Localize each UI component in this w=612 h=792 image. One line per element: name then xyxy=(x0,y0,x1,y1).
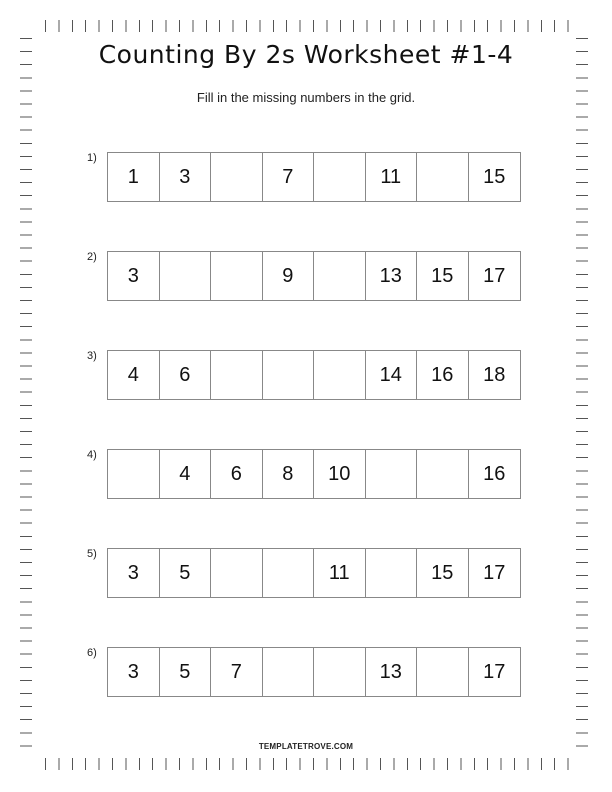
blank-cell[interactable] xyxy=(417,153,469,201)
number-grid xyxy=(107,152,521,202)
number-cell: 11 xyxy=(366,153,418,201)
number-cell: 15 xyxy=(417,549,469,597)
blank-cell[interactable] xyxy=(366,549,418,597)
problem-number: 2) xyxy=(87,251,97,263)
blank-cell[interactable] xyxy=(314,351,366,399)
number-cell: 11 xyxy=(314,549,366,597)
problem-number: 6) xyxy=(87,647,97,659)
number-cell: 17 xyxy=(483,660,506,683)
number-cell: 13 xyxy=(366,648,418,696)
number-cell: 14 xyxy=(366,351,418,399)
number-cell: 3 xyxy=(108,549,160,597)
number-cell: 5 xyxy=(160,549,212,597)
instructions-text: Fill in the missing numbers in the grid. xyxy=(196,90,416,105)
blank-cell[interactable] xyxy=(314,153,366,201)
worksheet-title: Counting By 2s Worksheet #1-4 xyxy=(98,40,514,69)
number-cell: 15 xyxy=(483,165,506,188)
number-cell: 5 xyxy=(160,648,212,696)
blank-cell[interactable] xyxy=(211,351,263,399)
number-cell: 6 xyxy=(211,450,263,498)
blank-cell[interactable] xyxy=(263,549,315,597)
top-tick-border xyxy=(45,20,575,32)
problem-row xyxy=(0,647,612,697)
number-cell: 17 xyxy=(483,264,506,287)
number-cell: 3 xyxy=(160,153,212,201)
blank-cell[interactable] xyxy=(211,252,263,300)
blank-cell[interactable] xyxy=(263,648,315,696)
problem-row xyxy=(0,449,612,499)
blank-cell[interactable] xyxy=(314,648,366,696)
footer-brand: TEMPLATETROVE.COM xyxy=(258,742,354,751)
number-cell: 3 xyxy=(108,252,160,300)
problem-row xyxy=(0,350,612,400)
number-grid xyxy=(107,548,521,598)
problem-number: 5) xyxy=(87,548,97,560)
number-cell: 16 xyxy=(417,351,469,399)
blank-cell[interactable] xyxy=(263,351,315,399)
number-cell: 9 xyxy=(263,252,315,300)
bottom-tick-border xyxy=(45,758,575,770)
number-cell: 4 xyxy=(108,351,160,399)
number-cell: 7 xyxy=(263,153,315,201)
number-cell: 16 xyxy=(483,462,506,485)
number-cell: 17 xyxy=(483,561,506,584)
number-cell: 10 xyxy=(314,450,366,498)
number-cell: 7 xyxy=(211,648,263,696)
problem-row xyxy=(0,251,612,301)
blank-cell[interactable] xyxy=(108,450,160,498)
number-cell: 6 xyxy=(160,351,212,399)
blank-cell[interactable] xyxy=(211,549,263,597)
blank-cell[interactable] xyxy=(314,252,366,300)
number-grid xyxy=(107,449,521,499)
number-grid xyxy=(107,647,521,697)
problem-number: 4) xyxy=(87,449,97,461)
number-cell: 4 xyxy=(160,450,212,498)
blank-cell[interactable] xyxy=(417,648,469,696)
number-cell: 3 xyxy=(108,648,160,696)
blank-cell[interactable] xyxy=(160,252,212,300)
number-cell: 1 xyxy=(108,153,160,201)
number-cell: 18 xyxy=(483,363,506,386)
number-cell: 15 xyxy=(417,252,469,300)
number-cell: 13 xyxy=(366,252,418,300)
number-grid xyxy=(107,251,521,301)
problem-number: 3) xyxy=(87,350,97,362)
number-cell: 8 xyxy=(263,450,315,498)
blank-cell[interactable] xyxy=(366,450,418,498)
problem-row xyxy=(0,152,612,202)
problem-row xyxy=(0,548,612,598)
number-grid xyxy=(107,350,521,400)
problem-number: 1) xyxy=(87,152,97,164)
blank-cell[interactable] xyxy=(211,153,263,201)
blank-cell[interactable] xyxy=(417,450,469,498)
